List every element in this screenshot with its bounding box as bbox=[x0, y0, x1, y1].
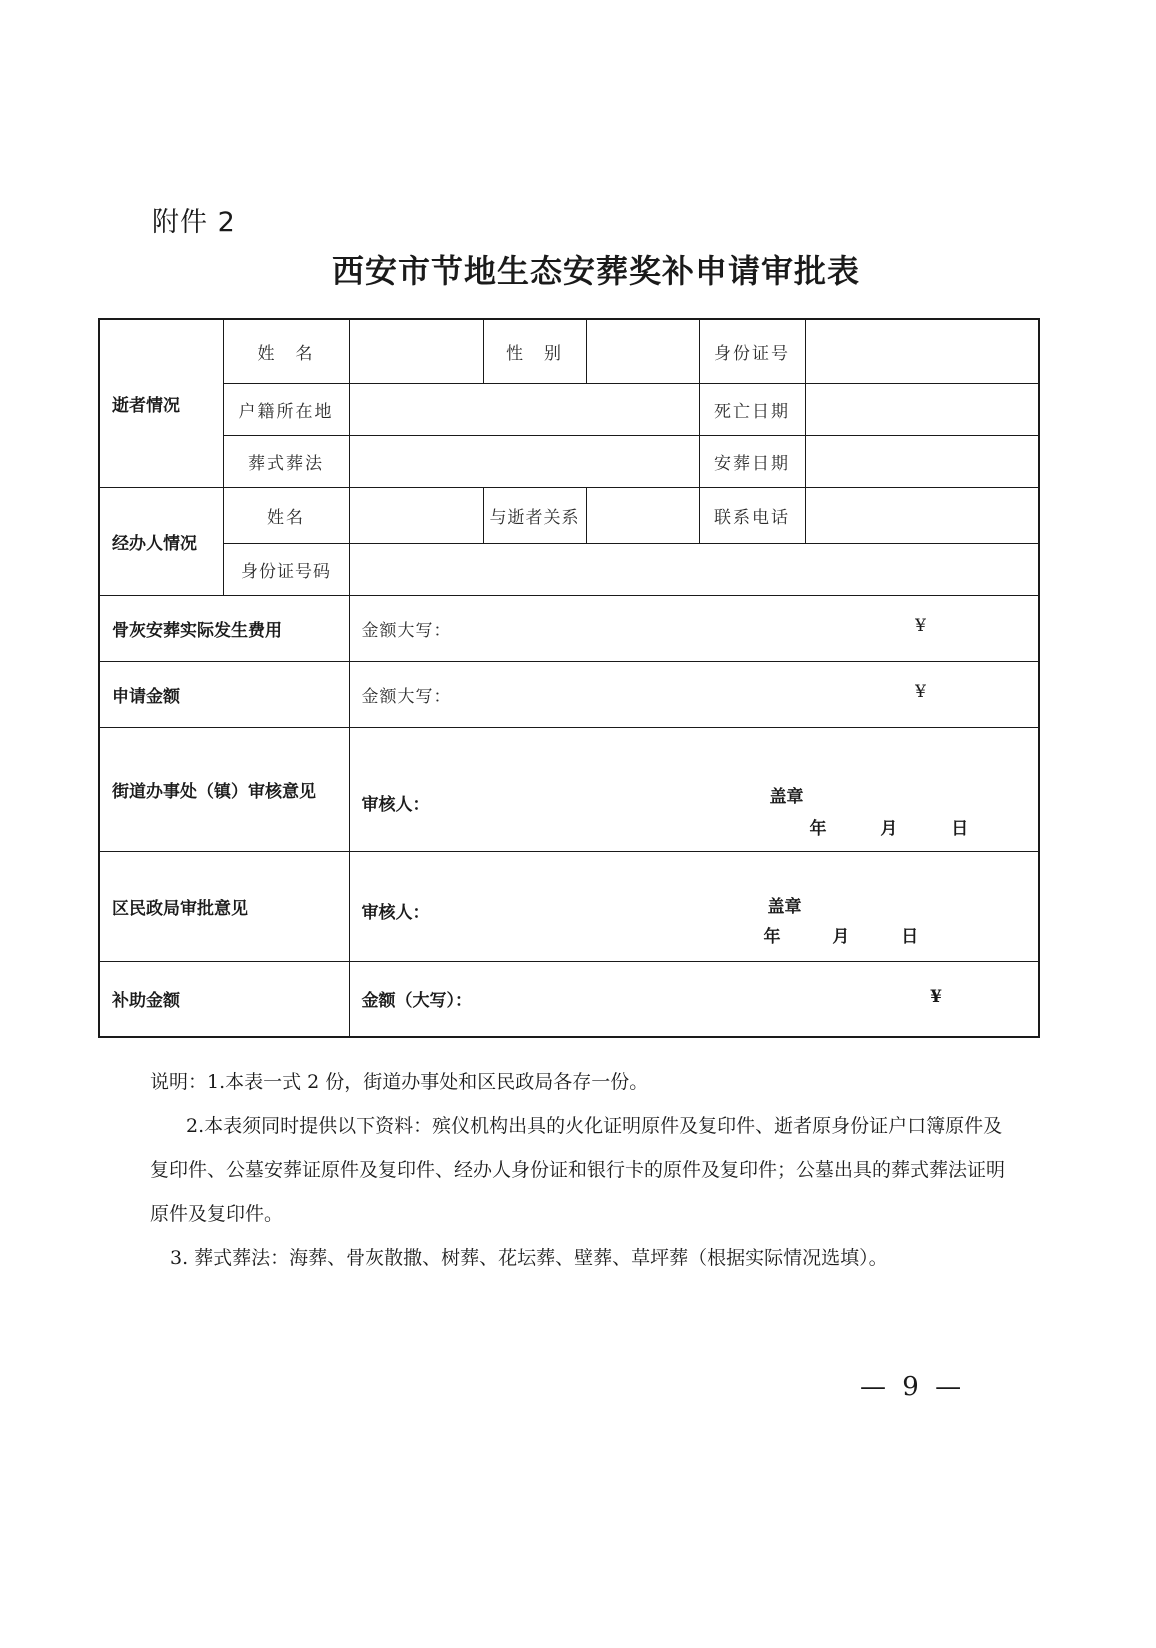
form-title: 西安市节地生态安葬奖补申请审批表 bbox=[331, 252, 860, 290]
deceased-id-field[interactable] bbox=[805, 319, 1039, 383]
agent-section-label: 经办人情况 bbox=[99, 487, 223, 595]
district-reviewer-label: 审核人： bbox=[361, 902, 430, 923]
cost-amount-caption: 金额大写： bbox=[361, 620, 452, 641]
relation-label: 与逝者关系 bbox=[483, 487, 586, 543]
death-date-field[interactable] bbox=[805, 383, 1039, 435]
death-date-label: 死亡日期 bbox=[699, 383, 805, 435]
district-day-label: 日 bbox=[901, 926, 919, 947]
district-approval-field[interactable] bbox=[349, 851, 1039, 961]
relation-field[interactable] bbox=[586, 487, 699, 543]
agent-row-1 bbox=[99, 487, 1039, 543]
deceased-row-1 bbox=[99, 319, 1039, 383]
note-line-3: 3. 葬式葬法：海葬、骨灰散撒、树葬、花坛葬、壁葬、草坪葬（根据实际情况选填）。 bbox=[170, 1247, 888, 1269]
agent-name-label: 姓名 bbox=[223, 487, 349, 543]
street-review-field[interactable] bbox=[349, 727, 1039, 851]
agent-row-2 bbox=[99, 543, 1039, 595]
cost-label: 骨灰安葬实际发生费用 bbox=[99, 595, 349, 661]
deceased-id-label: 身份证号 bbox=[699, 319, 805, 383]
cost-yen-symbol: ¥ bbox=[915, 616, 926, 636]
burial-date-field[interactable] bbox=[805, 435, 1039, 487]
district-approval-label: 区民政局审批意见 bbox=[99, 851, 349, 961]
hukou-field[interactable] bbox=[349, 383, 699, 435]
agent-id-field[interactable] bbox=[349, 543, 1039, 595]
subsidy-row bbox=[99, 961, 1039, 1037]
deceased-gender-field[interactable] bbox=[586, 319, 699, 383]
apply-amount-caption: 金额大写： bbox=[361, 686, 452, 707]
attachment-label: 附件 2 bbox=[152, 207, 236, 238]
agent-name-field[interactable] bbox=[349, 487, 483, 543]
street-reviewer-label: 审核人： bbox=[361, 794, 430, 815]
street-stamp-label: 盖章 bbox=[769, 786, 804, 807]
cost-amount-field[interactable] bbox=[349, 595, 1039, 661]
deceased-section-label: 逝者情况 bbox=[99, 319, 223, 487]
apply-yen-symbol: ¥ bbox=[915, 682, 926, 702]
street-day-label: 日 bbox=[951, 818, 969, 839]
subsidy-amount-field[interactable] bbox=[349, 961, 1039, 1037]
application-form-table bbox=[98, 318, 1040, 1038]
deceased-gender-label: 性 别 bbox=[483, 319, 586, 383]
deceased-row-2 bbox=[99, 383, 1039, 435]
phone-field[interactable] bbox=[805, 487, 1039, 543]
page-number: — 9 — bbox=[860, 1372, 966, 1402]
subsidy-label: 补助金额 bbox=[99, 961, 349, 1037]
note-line-2: 2.本表须同时提供以下资料：殡仪机构出具的火化证明原件及复印件、逝者原身份证户口簿原件及复印件、公墓安葬证原件及复印件、经办人身份证和银行卡的原件及复印件；公墓出具的葬式葬法证明原件及复印件。 bbox=[150, 1115, 1006, 1225]
burial-method-field[interactable] bbox=[349, 435, 699, 487]
cost-row bbox=[99, 595, 1039, 661]
apply-amount-field[interactable] bbox=[349, 661, 1039, 727]
burial-date-label: 安葬日期 bbox=[699, 435, 805, 487]
district-month-label: 月 bbox=[832, 926, 850, 947]
hukou-label: 户籍所在地 bbox=[223, 383, 349, 435]
subsidy-amount-caption: 金额（大写）： bbox=[361, 991, 472, 1012]
phone-label: 联系电话 bbox=[699, 487, 805, 543]
agent-id-label: 身份证号码 bbox=[223, 543, 349, 595]
street-month-label: 月 bbox=[880, 818, 898, 839]
notes-section bbox=[150, 1060, 1010, 1280]
subsidy-yen-symbol: ¥ bbox=[930, 986, 942, 1007]
deceased-name-label: 姓 名 bbox=[223, 319, 349, 383]
apply-row bbox=[99, 661, 1039, 727]
street-year-label: 年 bbox=[809, 818, 827, 839]
district-stamp-label: 盖章 bbox=[767, 896, 802, 917]
street-review-row bbox=[99, 727, 1039, 851]
deceased-row-3 bbox=[99, 435, 1039, 487]
district-approval-row bbox=[99, 851, 1039, 961]
apply-label: 申请金额 bbox=[99, 661, 349, 727]
deceased-name-field[interactable] bbox=[349, 319, 483, 383]
burial-method-label: 葬式葬法 bbox=[223, 435, 349, 487]
note-line-1: 说明：1.本表一式 2 份，街道办事处和区民政局各存一份。 bbox=[150, 1071, 649, 1093]
district-year-label: 年 bbox=[763, 926, 781, 947]
street-review-label: 街道办事处（镇）审核意见 bbox=[99, 727, 349, 851]
